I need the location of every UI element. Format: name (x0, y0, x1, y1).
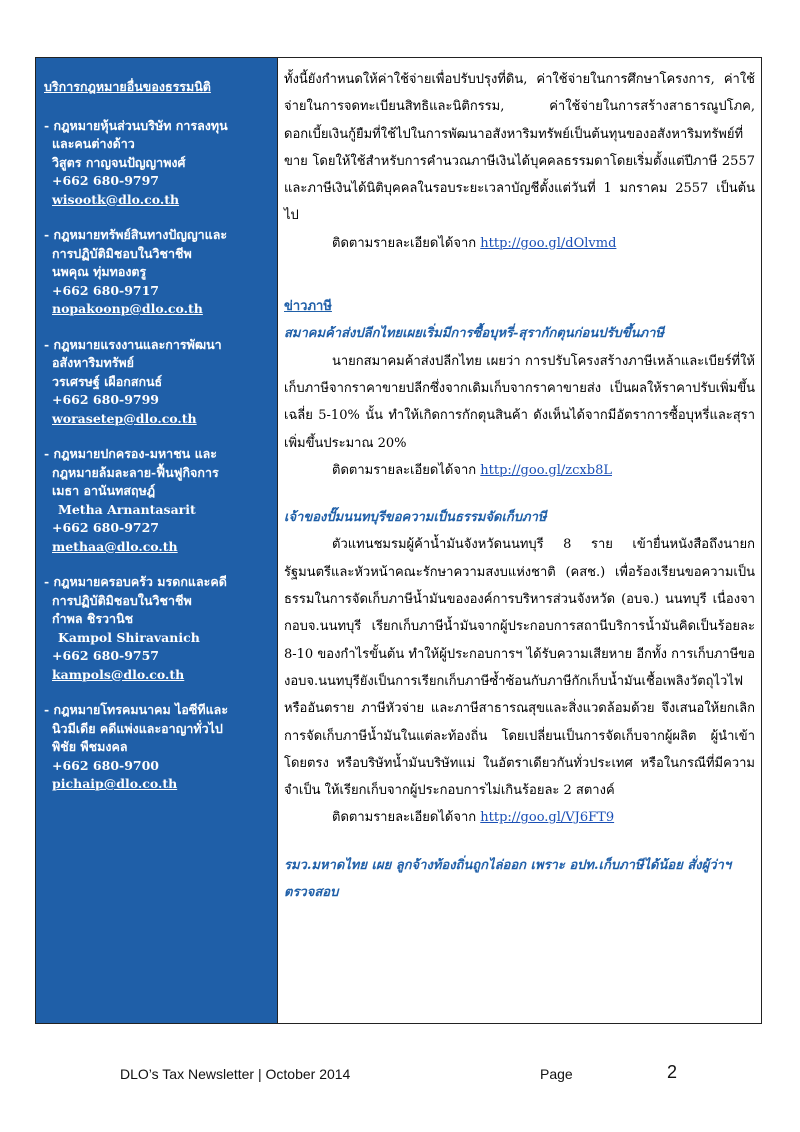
contact-card (44, 336, 273, 429)
contact-card (44, 117, 273, 210)
follow-label: ติดตามรายละเอียดได้จาก (332, 235, 477, 251)
footer-page-number: 2 (667, 1062, 678, 1082)
contact-card (44, 226, 273, 319)
contact-name-english: Metha Arnantasarit (58, 501, 196, 517)
contact-email-link[interactable]: methaa@dlo.co.th (52, 538, 178, 554)
contact-area-line: - กฎหมายแรงงานและการพัฒนา (44, 336, 222, 352)
follow-line (284, 457, 755, 484)
contact-area-line: - กฎหมายครอบครัว มรดกและคดี (44, 574, 227, 589)
contact-phone: +662 680-9700 (52, 757, 159, 773)
footer-newsletter-title: DLO’s Tax Newsletter | October 2014 (120, 1066, 351, 1082)
contact-phone: +662 680-9717 (52, 282, 159, 298)
news-body: ตัวแทนชมรมผู้ค้าน้ำมันจังหวัดนนทบุรี 8 ราย เข้ายื่นหนังสือถึงนายกรัฐมนตรีและหัวหน้าคณะรักษาความสงบแห่งชาติ (คสช.) เพื่อร้องเรียนขอความเป็นธรรมในการจัดเก็บภาษีน้ำมันขององค์การบริหารส่วนจังหวัด (อบจ.) นนทบุรี เนื่องจากอบจ.นนทบุรี เรียกเก็บภาษีน้ำมันจากผู้ประกอบการสถานีบริการน้ำมันคิดเป็นร้อยละ 8-10 ของกำไรขั้นต้น ทำให้ผู้ประกอบการฯ ได้รับความเสียหาย อีกทั้ง การเก็บภาษีของอบจ.นนทบุรียังเป็นการเรียกเก็บภาษีซ้ำซ้อนกับภาษีกักเก็บน้ำมันเชื้อเพลิงวัตถุไวไฟหรืออันตราย ภาษีหัวจ่าย และภาษีสาธารณสุขและสิ่งแวดล้อมด้วย จึงเสนอให้ยกเลิกการจัดเก็บภาษีน้ำมันในแต่ละท้องถิ่น โดยเปลี่ยนเป็นการจัดเก็บจากผู้ผลิต ผู้นำเข้าโดยตรง หรือบริษัทน้ำมันบริษัทแม่ ในอัตราเดียวกันทั่วประเทศ หรือในกรณีที่มีความจำเป็น ให้เรียกเก็บจากผู้ประกอบการไม่เกินร้อยละ 2 สตางค์ (284, 537, 755, 799)
intro-paragraph: ทั้งนี้ยังกำหนดให้ค่าใช้จ่ายเพื่อปรับปรุงที่ดิน, ค่าใช้จ่ายในการศึกษาโครงการ, ค่าใช้จ่ายในการจดทะเบียนสิทธิและนิติกรรม, ค่าใช้จ่ายในการสร้างสาธารณูปโภค, ดอกเบี้ยเงินกู้ยืมที่ใช้ไปในการพัฒนาอสังหาริมทรัพย์เป็นต้นทุนของอสังหาริมทรัพย์ที่ขาย โดยให้ใช้สำหรับการคำนวณภาษีเงินได้บุคคลธรรมดาโดยเริ่มตั้งแต่ปีภาษี 2557 และภาษีเงินได้นิติบุคคลในรอบระยะเวลาบัญชีตั้งแต่วันที่ 1 มกราคม 2557 เป็นต้นไป (284, 72, 755, 224)
follow-line (284, 230, 755, 257)
contact-area-line: การปฏิบัติมิชอบในวิชาชีพ (52, 245, 192, 261)
news-headline-last: รมว.มหาดไทย เผย ลูกจ้างท้องถิ่นถูกไล่ออก เพราะ อปท.เก็บภาษีได้น้อย สั่งผู้ว่าฯ ตรวจสอบ (284, 857, 732, 901)
contact-email-link[interactable]: wisootk@dlo.co.th (52, 191, 180, 207)
contact-area-line: นิวมีเดีย คดีแพ่งและอาญาทั่วไป (52, 720, 223, 736)
contact-phone: +662 680-9757 (52, 648, 159, 663)
footer-page-label: Page (540, 1066, 573, 1082)
contact-email-link[interactable]: nopakoonp@dlo.co.th (52, 301, 203, 316)
contact-name: วิสูตร กาญจนปัญญาพงศ์ (52, 154, 186, 170)
contact-area-line: อสังหาริมทรัพย์ (52, 355, 134, 370)
contact-area-line: - กฎหมายทรัพย์สินทางปัญญาและ (44, 227, 228, 242)
contact-name: นพคุณ ทุ่มทองตรู (52, 264, 147, 279)
contact-area-line: และคนต่างด้าว (52, 136, 135, 151)
news-headline: เจ้าของปั๊มนนทบุรีขอความเป็นธรรมจัดเก็บภาษี (284, 510, 547, 526)
sidebar-title: บริการกฎหมายอื่นของธรรมนิติ (44, 79, 211, 94)
contact-name: เมธา อานันทสฤษฎ์ (52, 483, 156, 498)
news-headline: สมาคมค้าส่งปลีกไทยเผยเริ่มมีการซื้อบุหรี่-สุรากักตุนก่อนปรับขึ้นภาษี (284, 326, 664, 342)
contact-email-link[interactable]: pichaip@dlo.co.th (52, 776, 178, 791)
intro-link[interactable]: http://goo.gl/dOlvmd (480, 235, 617, 251)
news-body: นายกสมาคมค้าส่งปลีกไทย เผยว่า การปรับโครงสร้างภาษีเหล้าและเบียร์ที่ให้เก็บภาษีจากราคาขายปลีกซึ่งจากเดิมเก็บจากราคาขายส่ง เป็นผลให้ราคาปรับเพิ่มขึ้นเฉลี่ย 5-10% นั้น ทำให้เกิดการกักตุนสินค้า ดังเห็นได้จากมีอัตราการซื้อบุหรี่และสุราเพิ่มขึ้นประมาณ 20% (284, 353, 755, 451)
contact-name-english: Kampol Shiravanich (58, 629, 200, 645)
contact-card (44, 445, 273, 556)
contact-name: พิชัย พืชมงคล (52, 739, 128, 754)
contact-area-line: - กฎหมายปกครอง-มหาชน และ (44, 446, 218, 461)
contact-card (44, 701, 273, 794)
contact-phone: +662 680-9727 (52, 520, 159, 535)
contact-phone: +662 680-9799 (52, 392, 159, 407)
sidebar (36, 58, 278, 1023)
follow-line (284, 804, 755, 831)
news-link[interactable]: http://goo.gl/VJ6FT9 (480, 810, 615, 826)
section-label-tax-news: ข่าวภาษี (284, 299, 332, 315)
contact-email-link[interactable]: worasetep@dlo.co.th (52, 410, 197, 426)
contact-card (44, 573, 273, 684)
contact-name: วรเศรษฐ์ เผือกสกนธ์ (52, 373, 163, 389)
contact-area-line: การปฏิบัติมิชอบในวิชาชีพ (52, 592, 192, 608)
main-content (278, 58, 761, 1023)
newsletter-frame (35, 57, 762, 1024)
contact-area-line: - กฎหมายหุ้นส่วนบริษัท การลงทุน (44, 117, 228, 133)
contact-name: กำพล ชิรวานิช (52, 611, 134, 626)
follow-label: ติดตามรายละเอียดได้จาก (332, 462, 477, 478)
contact-email-link[interactable]: kampols@dlo.co.th (52, 666, 185, 682)
contact-phone: +662 680-9797 (52, 173, 159, 188)
contact-area-line: กฎหมายล้มละลาย-ฟื้นฟูกิจการ (52, 464, 219, 480)
follow-label: ติดตามรายละเอียดได้จาก (332, 810, 477, 826)
news-link[interactable]: http://goo.gl/zcxb8L (480, 462, 612, 478)
contact-area-line: - กฎหมายโทรคมนาคม ไอซีทีและ (44, 702, 229, 717)
